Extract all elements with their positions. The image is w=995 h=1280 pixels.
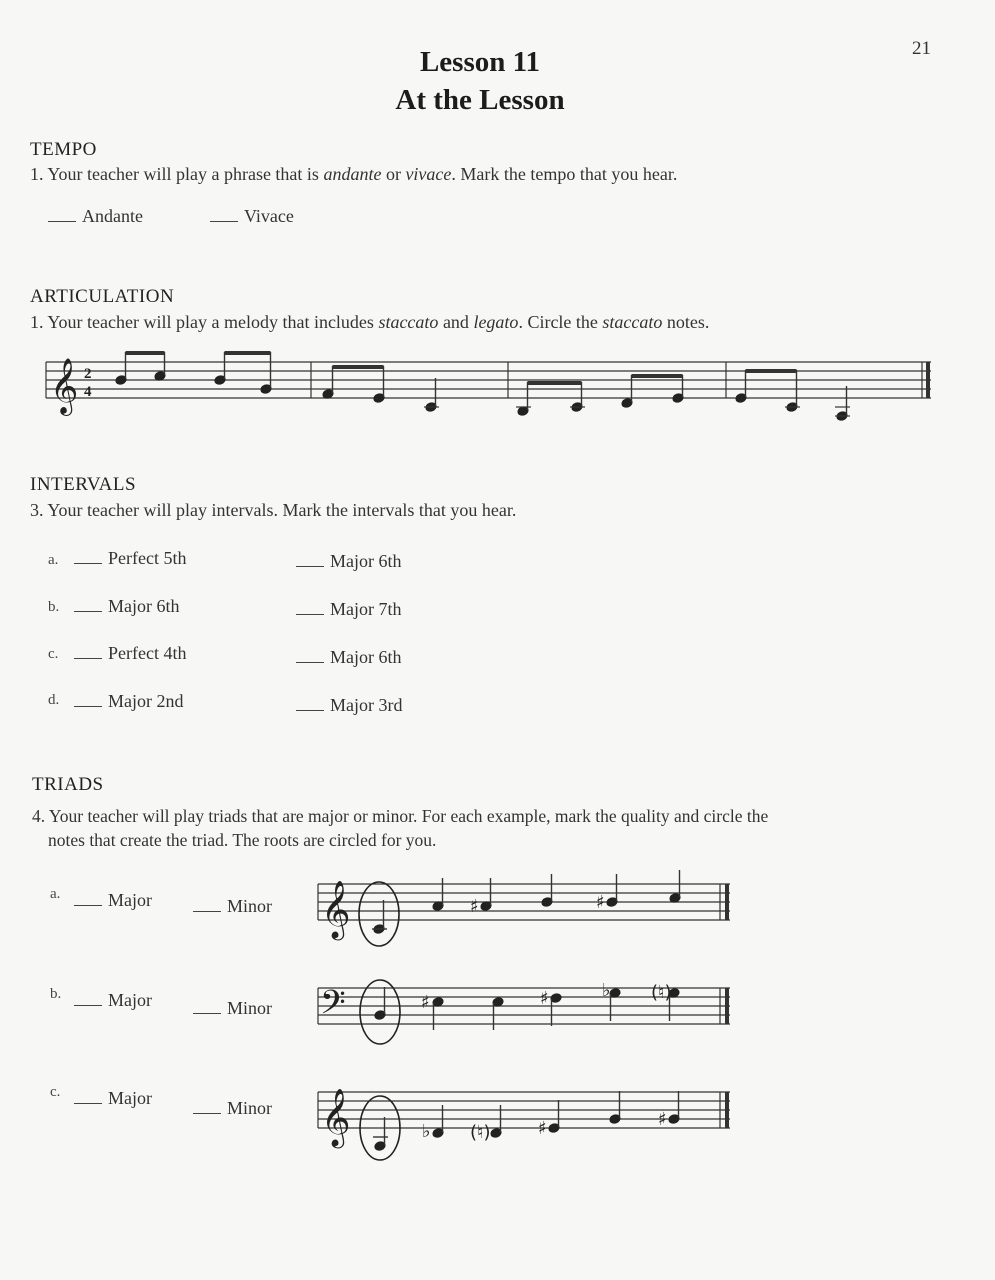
triad-c-letter: c. xyxy=(50,1084,61,1100)
treble-clef-icon: 𝄞 xyxy=(321,1088,351,1146)
lesson-subtitle: At the Lesson xyxy=(395,84,565,116)
triad-c-minor-option[interactable]: Minor xyxy=(193,1098,272,1119)
interval-a-letter: a. xyxy=(48,552,59,568)
triad-b-staff xyxy=(318,976,738,1066)
interval-a-right-option[interactable]: Major 6th xyxy=(296,551,402,572)
time-signature-bottom: 4 xyxy=(84,384,92,400)
parenthesized-natural-icon: (♮) xyxy=(651,982,672,1003)
interval-d-letter: d. xyxy=(48,692,60,708)
sharp-icon: ♯ xyxy=(538,1118,547,1139)
triad-a-letter: a. xyxy=(50,886,61,902)
answer-blank[interactable] xyxy=(296,662,324,663)
articulation-instructions: 1. Your teacher will play a melody that includes staccato and legato. Circle the staccato notes. xyxy=(30,312,710,332)
triad-c-staff xyxy=(318,1078,738,1178)
answer-blank[interactable] xyxy=(193,1013,221,1014)
triad-b-letter: b. xyxy=(50,986,62,1002)
interval-b-letter: b. xyxy=(48,599,60,615)
answer-blank[interactable] xyxy=(74,658,102,659)
sharp-icon: ♯ xyxy=(421,992,430,1013)
sharp-icon: ♯ xyxy=(470,896,479,917)
sharp-icon: ♯ xyxy=(658,1109,667,1130)
treble-clef-icon: 𝄞 xyxy=(321,880,351,938)
treble-clef-icon: 𝄞 xyxy=(50,358,79,414)
answer-blank[interactable] xyxy=(48,221,76,222)
triads-instructions-line1: 4. Your teacher will play triads that are major or minor. For each example, mark the quality and circle the xyxy=(32,806,769,826)
triad-b-major-option[interactable]: Major xyxy=(74,990,152,1011)
intervals-heading: INTERVALS xyxy=(30,474,137,495)
flat-icon: ♭ xyxy=(422,1121,431,1142)
interval-c-letter: c. xyxy=(48,646,59,662)
articulation-heading: ARTICULATION xyxy=(30,286,175,307)
triad-a-staff xyxy=(318,872,738,962)
answer-blank[interactable] xyxy=(210,221,238,222)
answer-blank[interactable] xyxy=(193,911,221,912)
intervals-instructions: 3. Your teacher will play intervals. Mark the intervals that you hear. xyxy=(30,500,517,520)
triad-a-major-option[interactable]: Major xyxy=(74,890,152,911)
answer-blank[interactable] xyxy=(296,614,324,615)
bass-clef-icon: 𝄢 xyxy=(320,984,346,1030)
triad-b-minor-option[interactable]: Minor xyxy=(193,998,272,1019)
answer-blank[interactable] xyxy=(74,905,102,906)
tempo-option-andante[interactable]: Andante xyxy=(48,206,143,227)
answer-blank[interactable] xyxy=(296,710,324,711)
page-number: 21 xyxy=(912,38,931,59)
answer-blank[interactable] xyxy=(74,1005,102,1006)
answer-blank[interactable] xyxy=(296,566,324,567)
answer-blank[interactable] xyxy=(74,563,102,564)
tempo-heading: TEMPO xyxy=(30,139,97,160)
answer-blank[interactable] xyxy=(74,611,102,612)
answer-blank[interactable] xyxy=(74,1103,102,1104)
parenthesized-natural-icon: (♮) xyxy=(470,1122,491,1143)
sharp-icon: ♯ xyxy=(540,988,549,1009)
triads-instructions-line2: notes that create the triad. The roots are circled for you. xyxy=(48,830,437,850)
tempo-option-vivace[interactable]: Vivace xyxy=(210,206,294,227)
sharp-icon: ♯ xyxy=(596,892,605,913)
interval-b-right-option[interactable]: Major 7th xyxy=(296,599,402,620)
articulation-staff xyxy=(46,350,936,440)
interval-c-right-option[interactable]: Major 6th xyxy=(296,647,402,668)
interval-b-left-option[interactable]: Major 6th xyxy=(74,596,180,617)
interval-d-left-option[interactable]: Major 2nd xyxy=(74,691,184,712)
interval-c-left-option[interactable]: Perfect 4th xyxy=(74,643,186,664)
flat-icon: ♭ xyxy=(602,980,611,1001)
tempo-instructions: 1. Your teacher will play a phrase that is andante or vivace. Mark the tempo that you hear. xyxy=(30,164,678,184)
answer-blank[interactable] xyxy=(193,1113,221,1114)
answer-blank[interactable] xyxy=(74,706,102,707)
triads-heading: TRIADS xyxy=(32,774,104,795)
lesson-title: Lesson 11 xyxy=(419,46,541,78)
interval-d-right-option[interactable]: Major 3rd xyxy=(296,695,402,716)
triad-a-minor-option[interactable]: Minor xyxy=(193,896,272,917)
triad-c-major-option[interactable]: Major xyxy=(74,1088,152,1109)
interval-a-left-option[interactable]: Perfect 5th xyxy=(74,548,186,569)
time-signature-top: 2 xyxy=(84,366,92,382)
root-circle xyxy=(359,882,399,946)
